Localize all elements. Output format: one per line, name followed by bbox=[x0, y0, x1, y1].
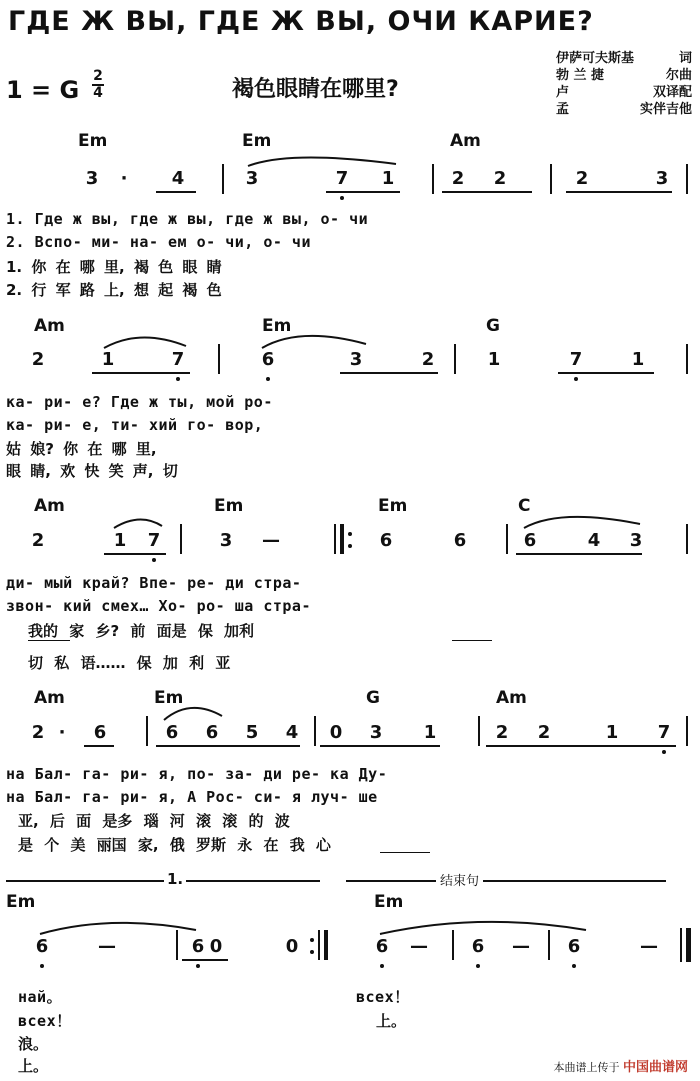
lyric-line: 是 个 美 丽国 家, 俄 罗斯 永 在 我 心 bbox=[18, 836, 331, 854]
note: 3 bbox=[349, 349, 363, 370]
volta-label: 1. bbox=[164, 870, 186, 888]
chord-label: G bbox=[366, 688, 380, 708]
slur bbox=[524, 517, 640, 528]
rest: 0 bbox=[285, 936, 299, 957]
dot-rhythm: · bbox=[120, 168, 128, 189]
sustain-dash: — bbox=[640, 936, 658, 957]
song-title: ГДЕ Ж ВЫ, ГДЕ Ж ВЫ, ОЧИ КАРИЕ? bbox=[8, 6, 594, 37]
note: 2 bbox=[495, 722, 509, 743]
lyric-line: 姑 娘? 你 在 哪 里, bbox=[6, 440, 157, 458]
note: 6 bbox=[205, 722, 219, 743]
footer-text: 本曲谱上传于 bbox=[553, 1061, 620, 1074]
chord-label: Am bbox=[34, 496, 65, 516]
note: 6 bbox=[453, 530, 467, 551]
note: 6 bbox=[375, 936, 389, 957]
lyric-line: 1. Где ж вы, где ж вы, где ж вы, о- чи bbox=[6, 210, 369, 228]
key-signature: 1 = G bbox=[6, 76, 80, 104]
note: 6 bbox=[191, 936, 205, 957]
note: 3 bbox=[85, 168, 99, 189]
footer bbox=[553, 1056, 688, 1075]
credit-line: 勃 兰 捷 尔曲 bbox=[556, 68, 692, 83]
note: 2 bbox=[421, 349, 435, 370]
slur bbox=[164, 708, 222, 720]
slur bbox=[248, 157, 396, 166]
lyric-line: ка- ри- е? Где ж ты, мой ро- bbox=[6, 393, 273, 411]
note: 3 bbox=[655, 168, 669, 189]
note: 2 bbox=[451, 168, 465, 189]
chord-label: Em bbox=[6, 892, 36, 912]
note: 7 bbox=[171, 349, 185, 370]
credit-line: 伊萨可夫斯基 词 bbox=[556, 51, 692, 66]
meter-bottom: 4 bbox=[93, 85, 103, 101]
chord-label: Em bbox=[262, 316, 292, 336]
note: 6 bbox=[35, 936, 49, 957]
sustain-dash: — bbox=[410, 936, 428, 957]
note: 2 bbox=[31, 530, 45, 551]
chord-label: Em bbox=[374, 892, 404, 912]
lyric-line: на Бал- га- ри- я, по- за- ди ре- ка Ду- bbox=[6, 765, 388, 783]
note: 7 bbox=[569, 349, 583, 370]
chord-label: Am bbox=[450, 131, 481, 151]
chord-label: C bbox=[518, 496, 531, 516]
sustain-dash: — bbox=[98, 936, 116, 957]
lyric-line: 上。 bbox=[376, 1012, 407, 1030]
note: 1 bbox=[423, 722, 437, 743]
slur bbox=[104, 337, 186, 348]
lyric-line: всех！ bbox=[356, 988, 410, 1006]
chord-label: Em bbox=[378, 496, 408, 516]
meter-top: 2 bbox=[93, 68, 103, 84]
note: 6 bbox=[567, 936, 581, 957]
ending-label: 结束句 bbox=[436, 870, 483, 889]
note: 4 bbox=[587, 530, 601, 551]
note: 2 bbox=[537, 722, 551, 743]
note: 6 bbox=[379, 530, 393, 551]
lyric-line: 眼 睛, 欢 快 笑 声, 切 bbox=[6, 462, 178, 480]
lyric-line: 上。 bbox=[18, 1057, 49, 1075]
note: 1 bbox=[381, 168, 395, 189]
slur bbox=[380, 922, 586, 934]
note: 1 bbox=[101, 349, 115, 370]
note: 1 bbox=[113, 530, 127, 551]
lyric-line: 浪。 bbox=[18, 1035, 49, 1053]
chinese-title: 褐色眼睛在哪里? bbox=[232, 77, 399, 102]
sustain-dash: — bbox=[262, 530, 280, 551]
lyric-line: всех！ bbox=[18, 1012, 72, 1030]
note: 2 bbox=[575, 168, 589, 189]
lyric-line: 我的 家 乡? 前 面是 保 加利 bbox=[28, 622, 255, 640]
note: 6 bbox=[471, 936, 485, 957]
chord-label: Am bbox=[34, 688, 65, 708]
note: 4 bbox=[285, 722, 299, 743]
chord-label: Em bbox=[154, 688, 184, 708]
note: 2 bbox=[31, 349, 45, 370]
note: 3 bbox=[245, 168, 259, 189]
site-brand[interactable]: 中国曲谱网 bbox=[622, 1060, 688, 1075]
note: 6 bbox=[93, 722, 107, 743]
note: 7 bbox=[335, 168, 349, 189]
lyric-line: звон- кий смех… Хо- ро- ша стра- bbox=[6, 597, 311, 615]
note: 1 bbox=[605, 722, 619, 743]
lyric-line: 亚, 后 面 是多 瑙 河 滚 滚 的 波 bbox=[18, 812, 290, 830]
lyric-line: 2. Вспо- ми- на- ем о- чи, о- чи bbox=[6, 233, 311, 251]
chord-label: G bbox=[486, 316, 500, 336]
rest: 0 bbox=[209, 936, 223, 957]
lyric-line: на Бал- га- ри- я, А Рос- си- я луч- ше bbox=[6, 788, 378, 806]
slur bbox=[262, 336, 366, 348]
note: 2 bbox=[493, 168, 507, 189]
chord-label: Am bbox=[496, 688, 527, 708]
note: 1 bbox=[631, 349, 645, 370]
credit-line: 卢 双译配 bbox=[556, 85, 692, 100]
note: 7 bbox=[147, 530, 161, 551]
chord-label: Em bbox=[214, 496, 244, 516]
note: 3 bbox=[219, 530, 233, 551]
lyric-line: ди- мый край? Впе- ре- ди стра- bbox=[6, 574, 302, 592]
note: 2 bbox=[31, 722, 45, 743]
note: 1 bbox=[487, 349, 501, 370]
note: 6 bbox=[165, 722, 179, 743]
lyric-line: най。 bbox=[18, 988, 63, 1006]
credit-line: 孟 实伴吉他 bbox=[556, 102, 692, 117]
chord-label: Em bbox=[242, 131, 272, 151]
note: 6 bbox=[261, 349, 275, 370]
lyric-line: 1. 你 在 哪 里, 褐 色 眼 睛 bbox=[6, 258, 222, 276]
note: 7 bbox=[657, 722, 671, 743]
note: 6 bbox=[523, 530, 537, 551]
lyric-line: 切 私 语…… 保 加 利 亚 bbox=[28, 654, 231, 672]
note: 3 bbox=[629, 530, 643, 551]
lyric-line: 2. 行 军 路 上, 想 起 褐 色 bbox=[6, 281, 222, 299]
dot-rhythm: · bbox=[58, 722, 66, 743]
slur bbox=[114, 519, 162, 528]
note: 3 bbox=[369, 722, 383, 743]
lyric-line: ка- ри- е, ти- хий го- вор, bbox=[6, 416, 264, 434]
sustain-dash: — bbox=[512, 936, 530, 957]
note: 4 bbox=[171, 168, 185, 189]
note: 0 bbox=[329, 722, 343, 743]
chord-label: Em bbox=[78, 131, 108, 151]
slur bbox=[40, 923, 196, 934]
chord-label: Am bbox=[34, 316, 65, 336]
note: 5 bbox=[245, 722, 259, 743]
